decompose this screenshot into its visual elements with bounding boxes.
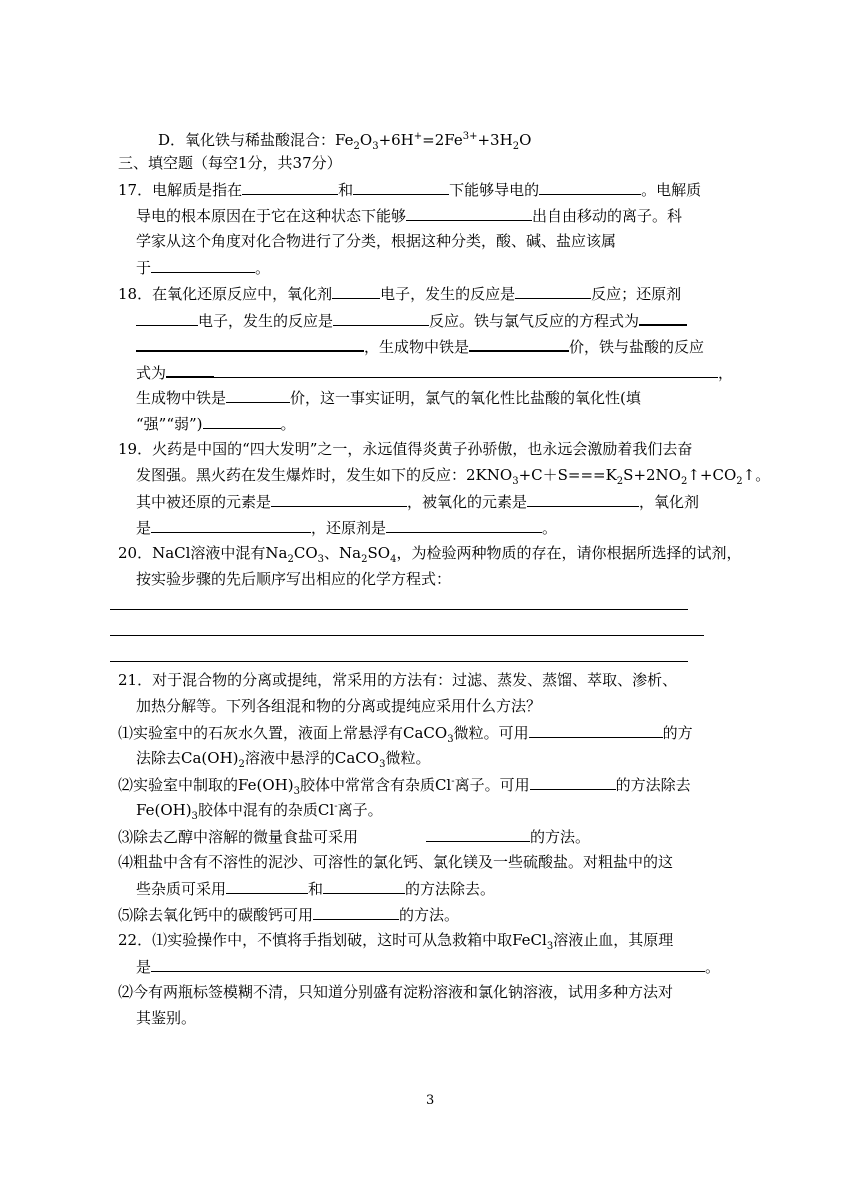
- q21-blank-3[interactable]: [426, 825, 530, 842]
- q18-blank-7a[interactable]: [166, 360, 214, 378]
- q21-line1: 21．对于混合物的分离或提纯，常采用的方法有：过滤、蒸发、蒸馏、萃取、渗析、: [118, 671, 678, 689]
- q19-line1: 19．火药是中国的“四大发明”之一，永远值得炎黄子孙骄傲，也永远会激励着我们去奋: [118, 440, 693, 458]
- q18-blank-8[interactable]: [226, 386, 290, 403]
- q21-blank-2[interactable]: [530, 773, 616, 790]
- q17-blank-5[interactable]: [151, 256, 255, 273]
- q22-line3: ⑵今有两瓶标签模糊不清，只知道分别盛有淀粉溶液和氯化钠溶液，试用多种方法对: [118, 983, 674, 1001]
- q20-answer-line-1[interactable]: [110, 609, 688, 610]
- q18-blank-6[interactable]: [469, 334, 569, 352]
- q20-line2: 按实验步骤的先后顺序写出相应的化学方程式：: [136, 570, 452, 588]
- q18-line5: 生成物中铁是 价，这一事实证明，氯气的氧化性比盐酸的氧化性(填: [136, 386, 641, 408]
- q18-blank-9[interactable]: [203, 412, 281, 429]
- q17-line4: 于 。: [136, 256, 270, 278]
- q19-line2: 发图强。黑火药在发生爆炸时，发生如下的反应：$2KNO_3+C+S===K_2S+2NO_2↑+CO_2↑$。: [136, 466, 771, 487]
- q21-part4-line2: 些杂质可采用 和 的方法除去。: [136, 877, 495, 899]
- q20-answer-line-3[interactable]: [110, 661, 688, 662]
- q19-blank-2[interactable]: [527, 490, 639, 507]
- q18-line3: ，生成物中铁是 价，铁与盐酸的反应: [136, 334, 704, 356]
- q18-line6: “强”“弱”) 。: [136, 412, 296, 434]
- q21-part4-line1: ⑷粗盐中含有不溶性的泥沙、可溶性的氯化钙、氯化镁及一些硫酸盐。对粗盐中的这: [118, 853, 674, 871]
- q18-line1: 18．在氧化还原反应中，氧化剂 电子，发生的反应是 反应；还原剂: [118, 282, 681, 304]
- q19-line4: 是 ，还原剂是 。: [136, 516, 557, 538]
- q21-blank-4[interactable]: [226, 877, 308, 894]
- q17-blank-4[interactable]: [406, 204, 532, 221]
- q18-blank-1[interactable]: [332, 282, 380, 299]
- q19-blank-1[interactable]: [271, 490, 407, 507]
- q18-line4: 式为 ，: [136, 360, 733, 382]
- q20-answer-line-2[interactable]: [110, 635, 704, 636]
- q22-line4: 其鉴别。: [136, 1009, 197, 1027]
- q17-line3: 学家从这个角度对化合物进行了分类，根据这种分类，酸、碱、盐应该属: [136, 232, 617, 250]
- option-d: D．氧化铁与稀盐酸混合：$Fe_2O_3+6H^+=2Fe^{3+}+3H_2O$: [158, 131, 532, 152]
- q18-blank-5a[interactable]: [639, 308, 687, 326]
- q21-part2-line2: $Fe(OH)_3$胶体中混有的杂质Cl-离子。: [136, 801, 383, 822]
- q17-line2: 导电的根本原因在于它在这种状态下能够 出自由移动的离子。科: [136, 204, 682, 226]
- q19-blank-4[interactable]: [386, 516, 542, 533]
- q21-part1-line2: 法除去$Ca(OH)_2$溶液中悬浮的CaCO$_3$微粒。: [136, 749, 431, 770]
- q21-line2: 加热分解等。下列各组混和物的分离或提纯应采用什么方法？: [136, 697, 542, 715]
- q22-line1: 22．⑴实验操作中，不慎将手指划破，这时可从急救箱中取FeCl$_3$溶液止血，其原理: [118, 931, 674, 952]
- q17-blank-1[interactable]: [242, 178, 338, 195]
- q18-blank-2[interactable]: [515, 282, 591, 299]
- q17-blank-3[interactable]: [539, 178, 641, 195]
- q21-part2-line1: ⑵实验室中制取的$Fe(OH)_3$胶体中常常含有杂质Cl-离子。可用 的方法除去: [118, 773, 691, 795]
- q18-line2: 电子，发生的反应是 反应。铁与氯气反应的方程式为: [136, 308, 687, 330]
- q19-blank-3[interactable]: [151, 516, 311, 533]
- q18-blank-7b[interactable]: [214, 361, 718, 378]
- q18-blank-4[interactable]: [333, 309, 429, 326]
- q20-line1: 20．NaCl溶液中混有$Na_2CO_3$、$Na_2SO_4$，为检验两种物质的存在，请你根据所选择的试剂，: [118, 544, 742, 565]
- q19-line3: 其中被还原的元素是 ，被氧化的元素是 ，氧化剂: [136, 490, 699, 512]
- page-number: 3: [426, 1093, 435, 1108]
- q22-line2: 是 。: [136, 955, 720, 977]
- q18-blank-3[interactable]: [136, 309, 198, 326]
- q21-part5: ⑸除去氧化钙中的碳酸钙可用 的方法。: [118, 903, 459, 925]
- q21-part3: ⑶除去乙醇中溶解的微量食盐可采用 的方法。: [118, 825, 590, 847]
- q21-blank-5[interactable]: [323, 877, 405, 894]
- q21-blank-1[interactable]: [529, 721, 663, 738]
- q17-line1: 17．电解质是指在 和 下能够导电的 。电解质: [118, 178, 701, 200]
- q21-part1-line1: ⑴实验室中的石灰水久置，液面上常悬浮有CaCO$_3$微粒。可用 的方: [118, 721, 693, 743]
- q18-blank-5b[interactable]: [136, 334, 364, 352]
- q22-blank-1[interactable]: [151, 955, 705, 972]
- q17-blank-2[interactable]: [353, 178, 449, 195]
- section-heading: 三、填空题（每空1分，共37分）: [118, 154, 342, 172]
- q21-blank-6[interactable]: [313, 903, 399, 920]
